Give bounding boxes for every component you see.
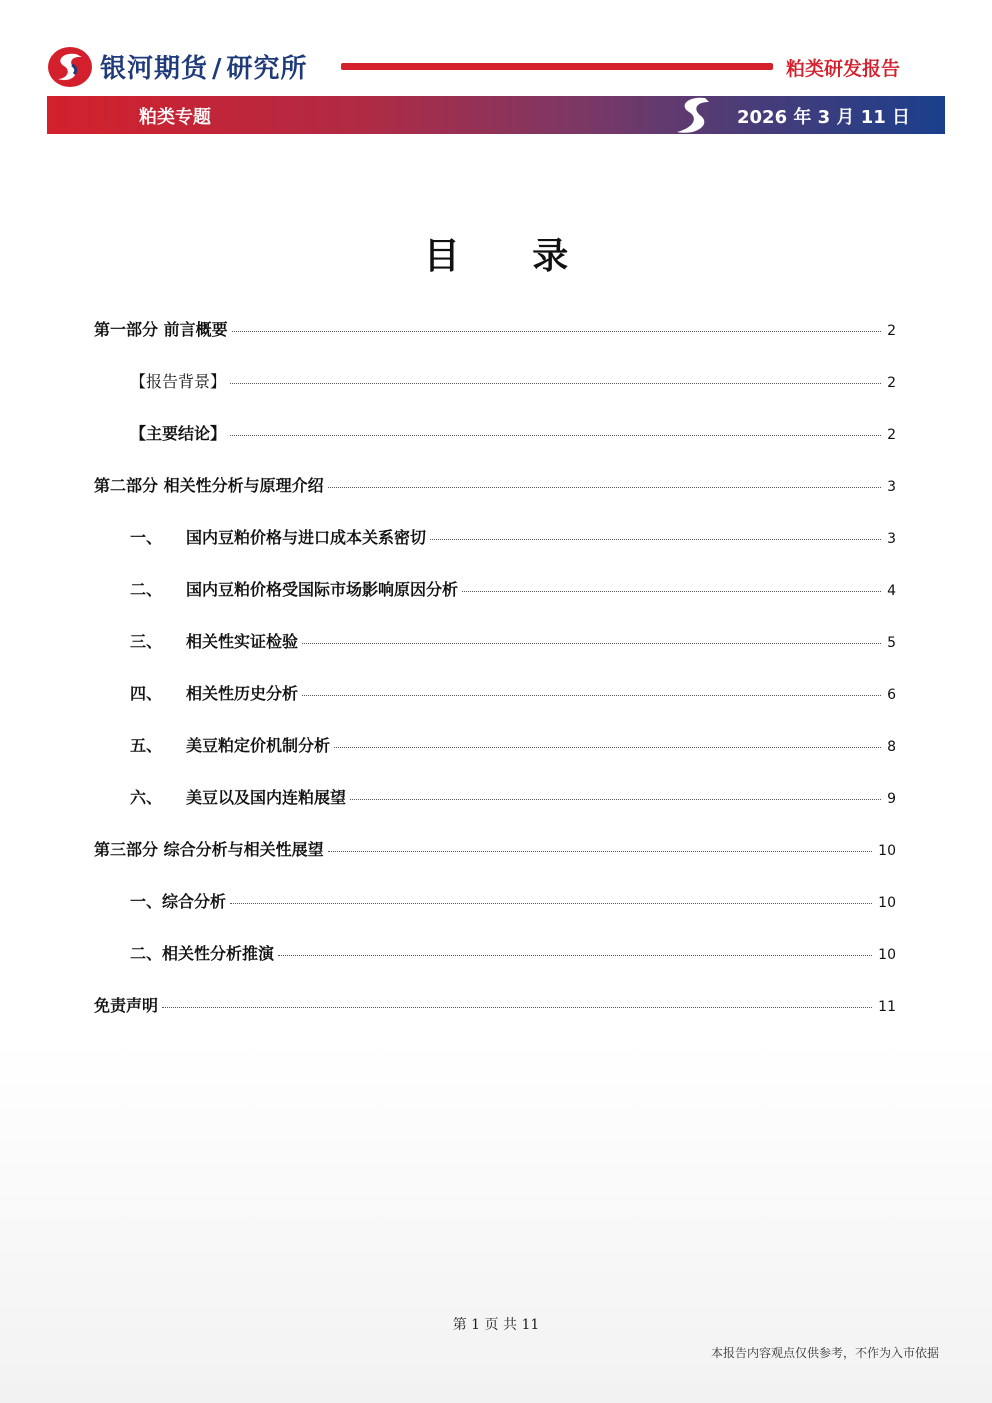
toc-page-number: 10 [878,843,896,859]
toc-entry-label: 【主要结论】 [130,424,227,443]
toc-entry-label [130,785,346,808]
brand-name: 银河期货 [100,54,209,84]
toc-leader-dots [328,487,882,488]
toc-entry[interactable] [94,473,896,497]
toc-page-number: 6 [887,687,896,703]
toc-entry-text: 国内豆粕价格受国际市场影响原因分析 [186,580,459,599]
toc-page-number: 4 [887,583,896,599]
topic-label: 粕类专题 [139,107,211,128]
toc-entry[interactable] [130,733,896,757]
toc-leader-dots [430,539,881,540]
toc-entry[interactable] [130,369,896,393]
toc-page-number: 10 [878,895,896,911]
page-number: 第 1 页 共 11 [452,1317,540,1333]
toc-entry[interactable] [94,993,896,1017]
toc-entry-label [130,733,330,756]
toc-page-number: 10 [878,947,896,963]
toc-entry-number: 四、 [130,684,163,703]
toc-entry-number: 三、 [130,632,163,651]
toc-leader-dots [230,903,872,904]
toc-entry-text: 相关性实证检验 [186,632,299,651]
toc-entry-label: 第二部分 相关性分析与原理介绍 [94,476,324,495]
toc-leader-dots [328,851,873,852]
toc-page-number: 2 [887,323,896,339]
toc-entry-text: 美豆粕定价机制分析 [186,736,331,755]
toc-entry[interactable] [130,525,896,549]
toc-leader-dots [334,747,881,748]
toc-entry-label [130,681,298,704]
galaxy-logo-icon [46,45,94,89]
toc-page-number: 2 [887,375,896,391]
brand-separator: / [212,54,223,84]
toc-leader-dots [278,955,872,956]
toc-entry-label [130,629,298,652]
toc-leader-dots [350,799,881,800]
toc-entry-text: 国内豆粕价格与进口成本关系密切 [186,528,427,547]
toc-entry[interactable] [130,941,896,965]
toc-entry-label: 二、相关性分析推演 [130,944,275,963]
toc-entry[interactable] [130,577,896,601]
toc-entry-text: 美豆以及国内连粕展望 [186,788,347,807]
toc-entry[interactable] [94,837,896,861]
toc-entry[interactable] [130,889,896,913]
swoosh-icon [667,94,717,136]
toc-entry[interactable] [130,629,896,653]
toc-entry[interactable] [94,317,896,341]
brand-wordmark [100,48,308,85]
toc-entry-number: 六、 [130,788,163,807]
toc-leader-dots [302,695,881,696]
toc-entry-label [130,577,458,600]
toc-entry-number: 二、 [130,580,163,599]
toc-page-number: 3 [887,479,896,495]
toc-entry-label: 第三部分 综合分析与相关性展望 [94,840,324,859]
toc-entry-label: 【报告背景】 [130,372,227,391]
toc-leader-dots [230,435,881,436]
toc-page-number: 3 [887,531,896,547]
toc-entry-text: 相关性历史分析 [186,684,299,703]
toc-entry[interactable] [130,681,896,705]
toc-page-number: 5 [887,635,896,651]
footer-disclaimer: 本报告内容观点仅供参考，不作为入市依据 [710,1346,939,1360]
toc-entry-number: 一、 [130,528,163,547]
toc-entry[interactable] [130,785,896,809]
toc-entry-number: 五、 [130,736,163,755]
toc-leader-dots [230,383,881,384]
report-date: 2026 年 3 月 11 日 [737,107,911,128]
toc-title: 目 录 [423,236,599,277]
toc-page-number: 8 [887,739,896,755]
header-band [47,96,945,134]
toc-entry-label: 免责声明 [94,996,159,1015]
toc-leader-dots [162,1007,872,1008]
toc-page-number: 11 [878,999,896,1015]
report-type: 粕类研发报告 [786,58,901,80]
toc-entry-label: 第一部分 前言概要 [94,320,228,339]
toc-page-number: 2 [887,427,896,443]
toc-leader-dots [302,643,881,644]
toc-leader-dots [232,331,882,332]
toc-page-number: 9 [887,791,896,807]
toc-entry[interactable] [130,421,896,445]
header-red-rule [341,63,773,70]
toc-entry-label [130,525,426,548]
toc-entry-label: 一、综合分析 [130,892,227,911]
institute-name: 研究所 [226,54,308,84]
toc-leader-dots [462,591,881,592]
